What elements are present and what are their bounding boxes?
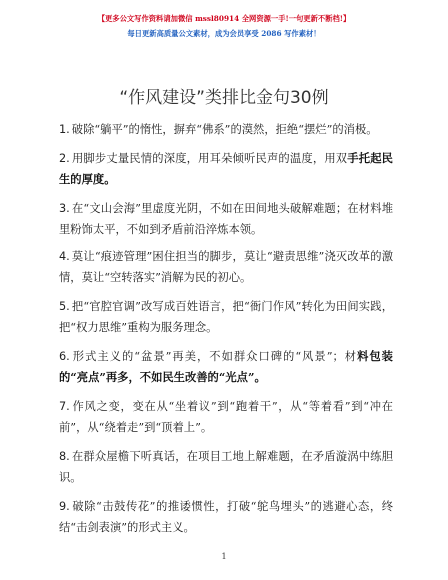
list-item: [59, 346, 393, 388]
document-title: “作风建设”类排比金句30例: [119, 88, 329, 108]
list-item: [59, 119, 393, 140]
item-text-bold: 手托起民生的厚度。: [59, 151, 393, 186]
item-text: 破除“躺平”的惰性，摒弃“佛系”的漠然，拒绝“摆烂”的消极。: [71, 123, 378, 136]
item-text: 在“文山会海”里虚度光阴，不如在田间地头破解难题；在材料堆里粉饰太平，不如到矛盾前沿淬炼本领。: [59, 202, 393, 236]
item-text: 破除“击鼓传花”的推诿惯性，打破“鸵鸟埋头”的逃避心态，终结“击剑表演”的形式主义。: [59, 500, 393, 534]
promo-banner-line1: 【更多公文写作资料请加微信 mssl80914 全网资源一手!一句更新不断档!】: [97, 14, 351, 23]
item-text: 作风之变，变在从“坐着议”到“跑着干”，从“等着看”到“冲在前”，从“绕着走”到“顶着上”。: [59, 400, 393, 434]
item-number: 4.: [59, 250, 70, 263]
item-number: 9.: [59, 500, 70, 513]
item-text: 莫让“痕迹管理”困住担当的脚步，莫让“避责思维”浇灭改革的激情，莫让“空转落实”消解为民的初心。: [59, 250, 393, 284]
item-text: 把“官腔官调”改写成百姓语言，把“衙门作风”转化为田间实践，把“权力思维”重构为服务理念。: [59, 300, 393, 334]
sentence-list: [59, 119, 393, 546]
list-item: [59, 496, 393, 538]
item-text: 用脚步丈量民情的深度，用耳朵倾听民声的温度，用双: [71, 152, 348, 165]
list-item: [59, 296, 393, 338]
item-number: 6.: [59, 350, 70, 363]
item-number: 8.: [59, 450, 70, 463]
item-text-bold: 料包装的“亮点”再多，不如民生改善的“光点”。: [59, 349, 393, 384]
page-number: 1: [221, 552, 227, 561]
item-number: 2.: [59, 152, 70, 165]
item-number: 5.: [59, 300, 70, 313]
list-item: [59, 246, 393, 288]
list-item: [59, 148, 393, 190]
promo-banner-line2: 每日更新高质量公文素材，成为会员享受 2086 写作素材！: [127, 29, 321, 38]
list-item: [59, 198, 393, 240]
list-item: [59, 446, 393, 488]
item-text: 在群众屋檐下听真话，在项目工地上解难题，在矛盾漩涡中练胆识。: [59, 450, 393, 484]
list-item: [59, 396, 393, 438]
item-number: 1.: [59, 123, 70, 136]
item-number: 7.: [59, 400, 70, 413]
item-text: 形式主义的“盆景”再美，不如群众口碑的“风景”；材: [71, 350, 358, 363]
item-number: 3.: [59, 202, 70, 215]
